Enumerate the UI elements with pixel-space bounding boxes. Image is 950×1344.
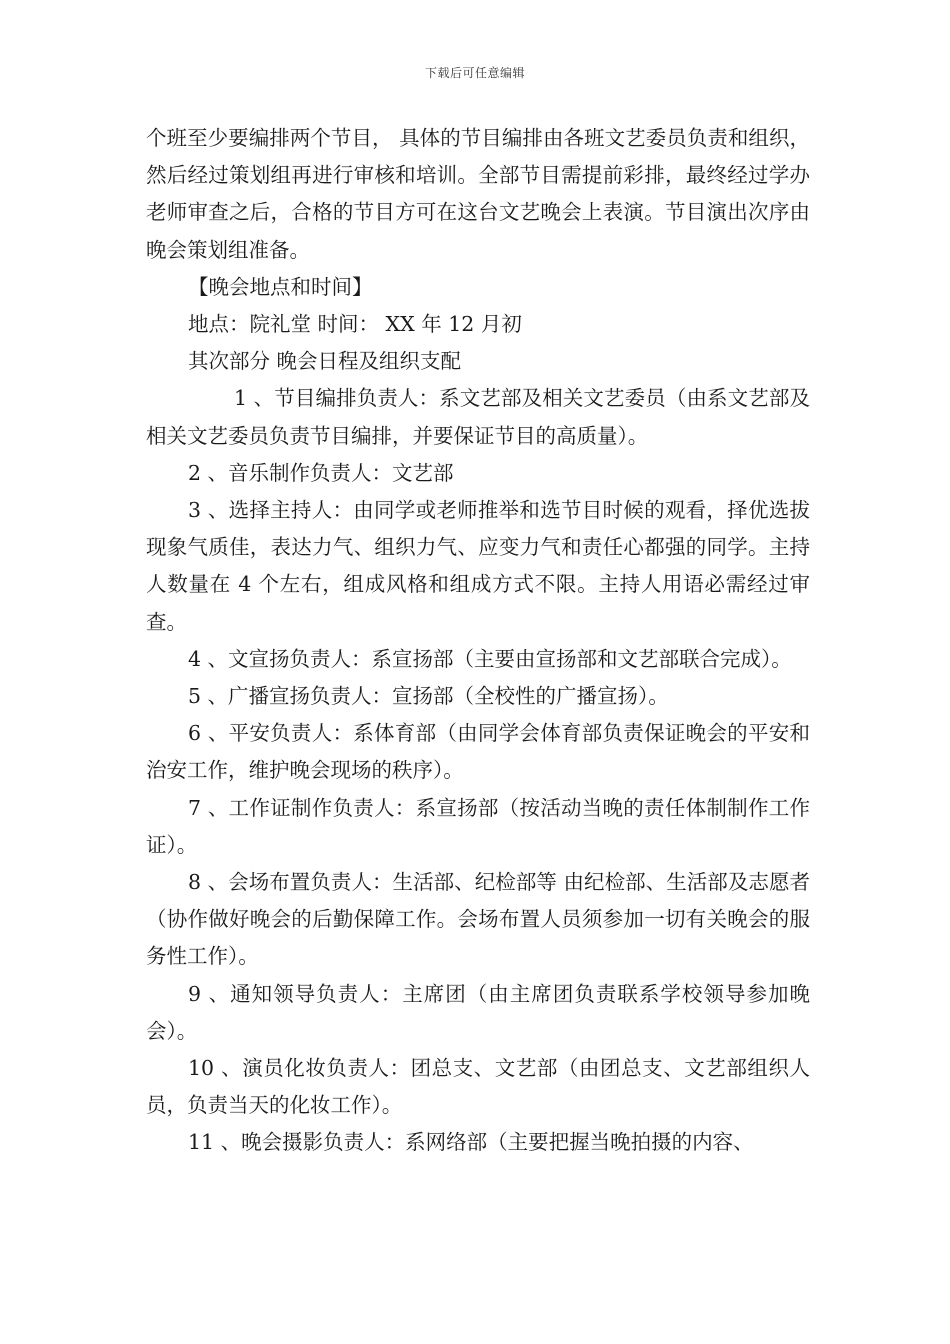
section-heading-venue-time: 【晚会地点和时间】 — [188, 274, 373, 299]
list-item-8: 8 、会场布置负责人：生活部、纪检部等 由纪检部、生活部及志愿者（协作做好晚会的后勤保障工作。会场布置人员须参加一切有关晚会的服务性工作）。 — [146, 870, 810, 969]
list-item-9: 9 、通知领导负责人：主席团（由主席团负责联系学校领导参加晚会）。 — [146, 981, 810, 1043]
list-item-4: 4 、文宣扬负责人：系宣扬部（主要由宣扬部和文艺部联合完成）。 — [188, 646, 792, 671]
list-item-6: 6 、平安负责人：系体育部（由同学会体育部负责保证晚会的平安和治安工作，维护晚会现场的秩序）。 — [146, 721, 810, 783]
section-heading-schedule: 其次部分 晚会日程及组织支配 — [188, 349, 462, 374]
paragraph-program-arrangement: 个班至少要编排两个节目， 具体的节目编排由各班文艺委员负责和组织，然后经过策划组再进行审核和培训。全部节目需提前彩排，最终经过学办老师审查之后，合格的节目方可在这台文艺晚会上表演。节目演出次序由晚会策划组准备。 — [146, 126, 810, 262]
list-item-1: 1 、节目编排负责人：系文艺部及相关文艺委员（由系文艺部及相关文艺委员负责节目编排，并要保证节目的高质量）。 — [146, 386, 810, 448]
list-item-3: 3 、选择主持人：由同学或老师推举和选节目时候的观看，择优选拔现象气质佳，表达力气、组织力气、应变力气和责任心都强的同学。主持人数量在 4 个左右，组成风格和组成方式不限。主持人用语必需经过审查。 — [146, 498, 810, 634]
paragraph-venue-time: 地点：院礼堂 时间： XX 年 12 月初 — [188, 312, 522, 337]
list-item-5: 5 、广播宣扬负责人：宣扬部（全校性的广播宣扬）。 — [188, 684, 669, 709]
document-body — [146, 120, 810, 1162]
list-item-11: 11 、晚会摄影负责人：系网络部（主要把握当晚拍摄的内容、 — [188, 1130, 754, 1155]
list-item-10: 10 、演员化妆负责人：团总支、文艺部（由团总支、文艺部组织人员，负责当天的化妆工作）。 — [146, 1056, 810, 1118]
list-item-2: 2 、音乐制作负责人：文艺部 — [188, 460, 454, 485]
list-item-7: 7 、工作证制作负责人：系宣扬部（按活动当晚的责任体制制作工作证）。 — [146, 795, 810, 857]
page-header: 下载后可任意编辑 — [424, 66, 525, 80]
